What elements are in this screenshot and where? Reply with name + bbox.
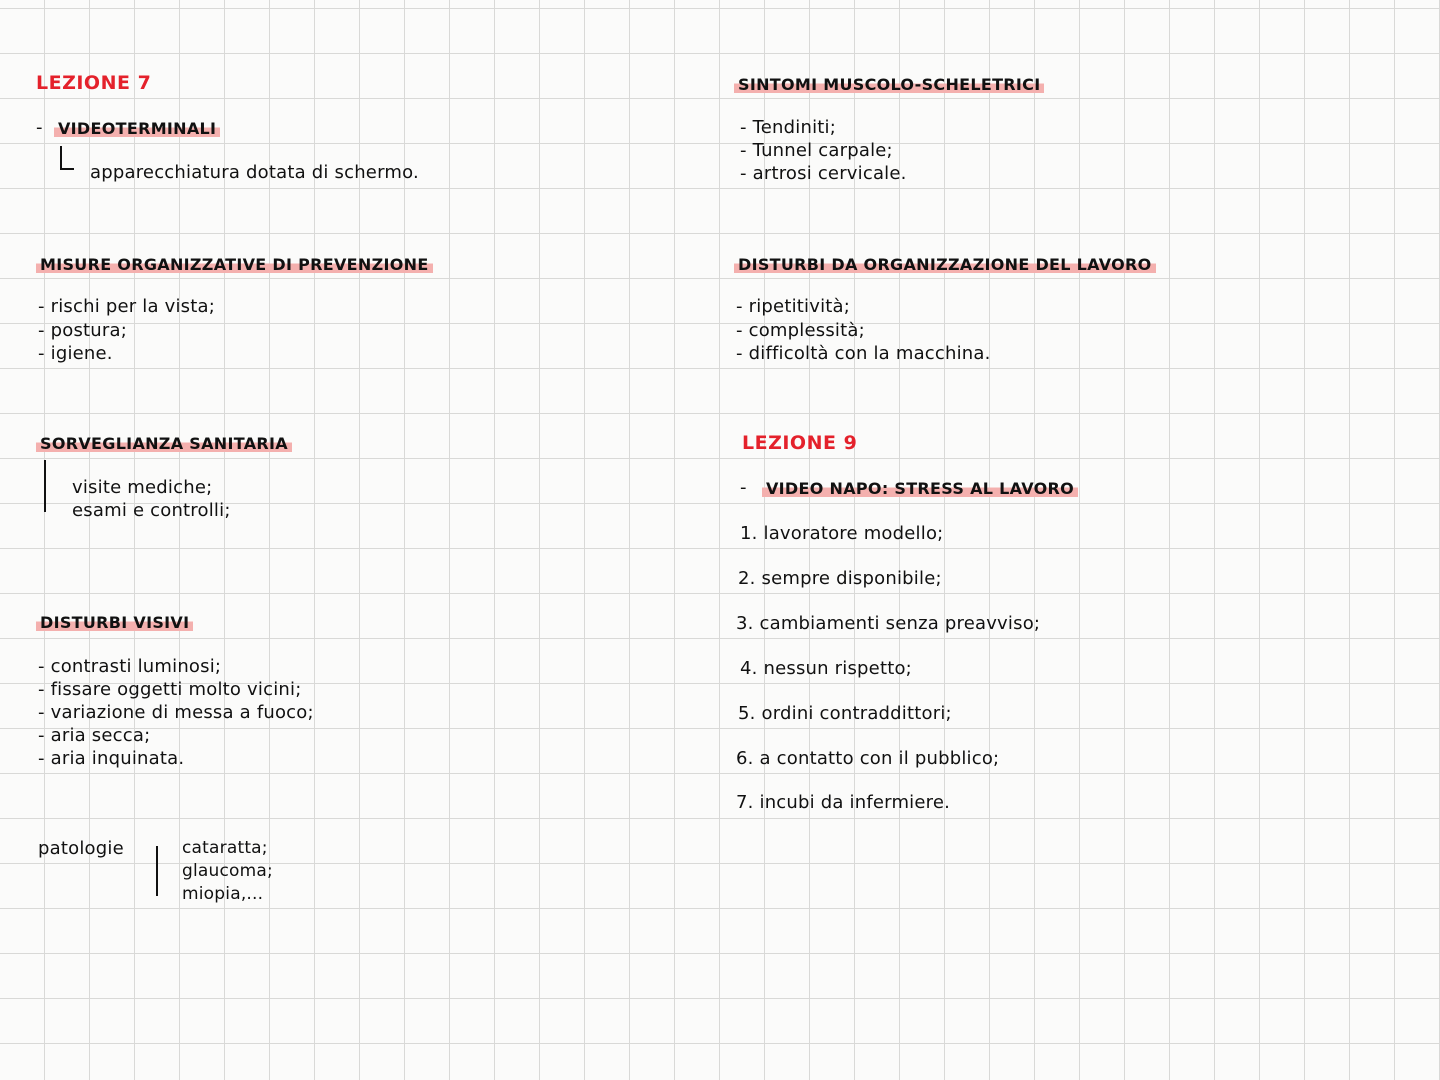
lesson-7-title: LEZIONE 7 xyxy=(36,72,152,94)
disturbi-visivi-item: - aria secca; xyxy=(38,725,151,746)
misure-item: - rischi per la vista; xyxy=(38,296,215,317)
patologie-label: patologie xyxy=(38,838,124,859)
misure-item: - igiene. xyxy=(38,343,113,364)
sintomi-item: - artrosi cervicale. xyxy=(740,163,907,184)
sorveglianza-item: visite mediche; xyxy=(72,477,213,498)
patologie-item: cataratta; xyxy=(182,838,268,858)
video-item: 6. a contatto con il pubblico; xyxy=(736,748,1000,769)
video-item: 7. incubi da infermiere. xyxy=(736,792,951,813)
organizzazione-item: - complessità; xyxy=(736,320,865,341)
video-item: 1. lavoratore modello; xyxy=(740,523,944,544)
disturbi-visivi-item: - fissare oggetti molto vicini; xyxy=(38,679,302,700)
organizzazione-item: - ripetitività; xyxy=(736,296,851,317)
video-dash: - xyxy=(740,477,747,498)
video-item: 4. nessun rispetto; xyxy=(740,658,912,679)
sintomi-item: - Tendiniti; xyxy=(740,117,836,138)
patologie-item: miopia,... xyxy=(182,884,264,904)
videoterminali-heading: VIDEOTERMINALI xyxy=(54,119,220,138)
video-item: 3. cambiamenti senza preavviso; xyxy=(736,613,1041,634)
bracket-arrow-icon xyxy=(44,460,46,512)
videoterminali-definition: apparecchiatura dotata di schermo. xyxy=(90,162,419,183)
sorveglianza-item: esami e controlli; xyxy=(72,500,231,521)
bracket-arrow-icon xyxy=(156,846,158,896)
video-napo-heading: VIDEO NAPO: STRESS AL LAVORO xyxy=(762,479,1078,498)
organizzazione-item: - difficoltà con la macchina. xyxy=(736,343,991,364)
video-item: 5. ordini contraddittori; xyxy=(738,703,952,724)
sintomi-item: - Tunnel carpale; xyxy=(740,140,893,161)
sintomi-heading: SINTOMI MUSCOLO-SCHELETRICI xyxy=(734,75,1044,94)
sorveglianza-heading: SORVEGLIANZA SANITARIA xyxy=(36,434,292,453)
disturbi-visivi-heading: DISTURBI VISIVI xyxy=(36,613,193,632)
organizzazione-heading: DISTURBI DA ORGANIZZAZIONE DEL LAVORO xyxy=(734,255,1156,274)
videoterminali-dash: - xyxy=(36,117,43,138)
misure-item: - postura; xyxy=(38,320,127,341)
patologie-item: glaucoma; xyxy=(182,861,273,881)
video-item: 2. sempre disponibile; xyxy=(738,568,942,589)
disturbi-visivi-item: - aria inquinata. xyxy=(38,748,185,769)
misure-heading: MISURE ORGANIZZATIVE DI PREVENZIONE xyxy=(36,255,433,274)
disturbi-visivi-item: - variazione di messa a fuoco; xyxy=(38,702,314,723)
arrow-icon xyxy=(60,146,74,170)
disturbi-visivi-item: - contrasti luminosi; xyxy=(38,656,222,677)
lesson-9-title: LEZIONE 9 xyxy=(742,432,858,454)
